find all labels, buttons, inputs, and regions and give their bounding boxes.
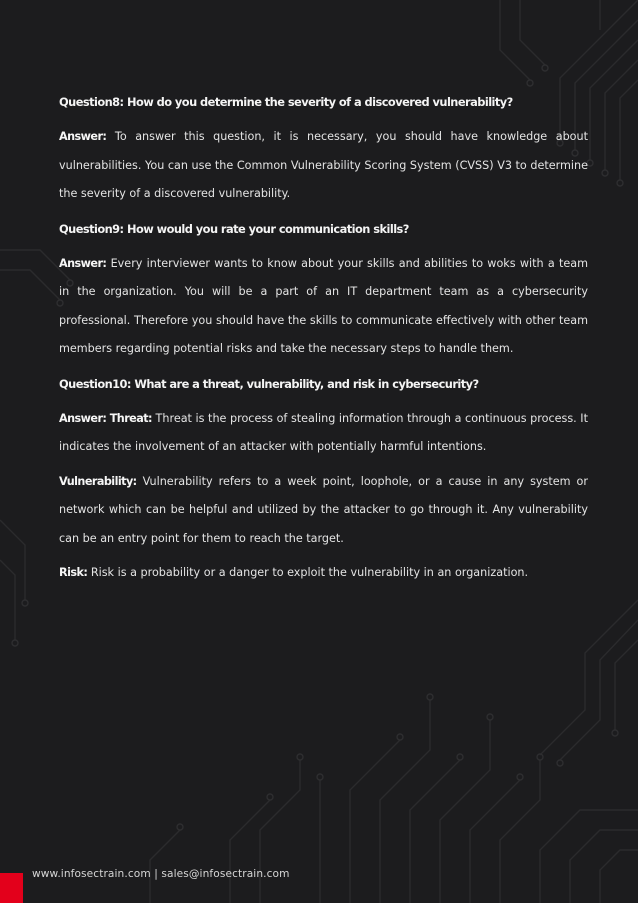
question-8-heading: Question8: How do you determine the severity of a discovered vulnerability? bbox=[59, 95, 513, 109]
answer-9-text: Every interviewer wants to know about your skills and abilities to woks with a team in the organization. You will be a part of an IT department team as a cybersecurity professional. Therefore you should have the skills to communicate effectively with other team members regarding potential risks and take the necessary steps to handle them. bbox=[59, 256, 588, 355]
question-9-heading: Question9: How would you rate your communication skills? bbox=[59, 221, 409, 236]
answer-10-vulnerability-text: Vulnerability refers to a week point, loophole, or a cause in any system or network which can be helpful and utilized by the attacker to go through it. Any vulnerability can be an entry point for them to reach the target. bbox=[59, 474, 588, 545]
brand-accent-block bbox=[0, 873, 23, 903]
answer-10-risk-paragraph bbox=[59, 559, 588, 588]
answer-10-vulnerability-label: Vulnerability: bbox=[59, 474, 137, 488]
answer-8-label: Answer: bbox=[59, 130, 107, 143]
answer-10-risk-label: Risk: bbox=[59, 566, 88, 579]
answer-8-text: To answer this question, it is necessary, you should have knowledge about vulnerabilities. You can use the Common Vulnerability Scoring System (CVSS) V3 to determine the severity of a discovered vulnerability. bbox=[59, 130, 588, 200]
answer-10-threat-label: Answer: Threat: bbox=[59, 411, 152, 425]
footer-contact: www.infosectrain.com | sales@infosectrain.com bbox=[32, 868, 290, 880]
answer-8-paragraph bbox=[59, 123, 588, 209]
answer-10-threat-text: Threat is the process of stealing information through a continuous process. It indicates the involvement of an attacker with potentially harmful intentions. bbox=[59, 411, 588, 453]
answer-10-vulnerability-paragraph bbox=[59, 468, 588, 554]
answer-9-paragraph bbox=[59, 250, 588, 364]
answer-10-risk-text: Risk is a probability or a danger to exploit the vulnerability in an organization. bbox=[87, 566, 529, 579]
question-10-heading: Question10: What are a threat, vulnerability, and risk in cybersecurity? bbox=[59, 376, 479, 391]
answer-9-label: Answer: bbox=[59, 256, 107, 270]
document-body bbox=[59, 89, 588, 588]
answer-10-threat-paragraph bbox=[59, 405, 588, 462]
